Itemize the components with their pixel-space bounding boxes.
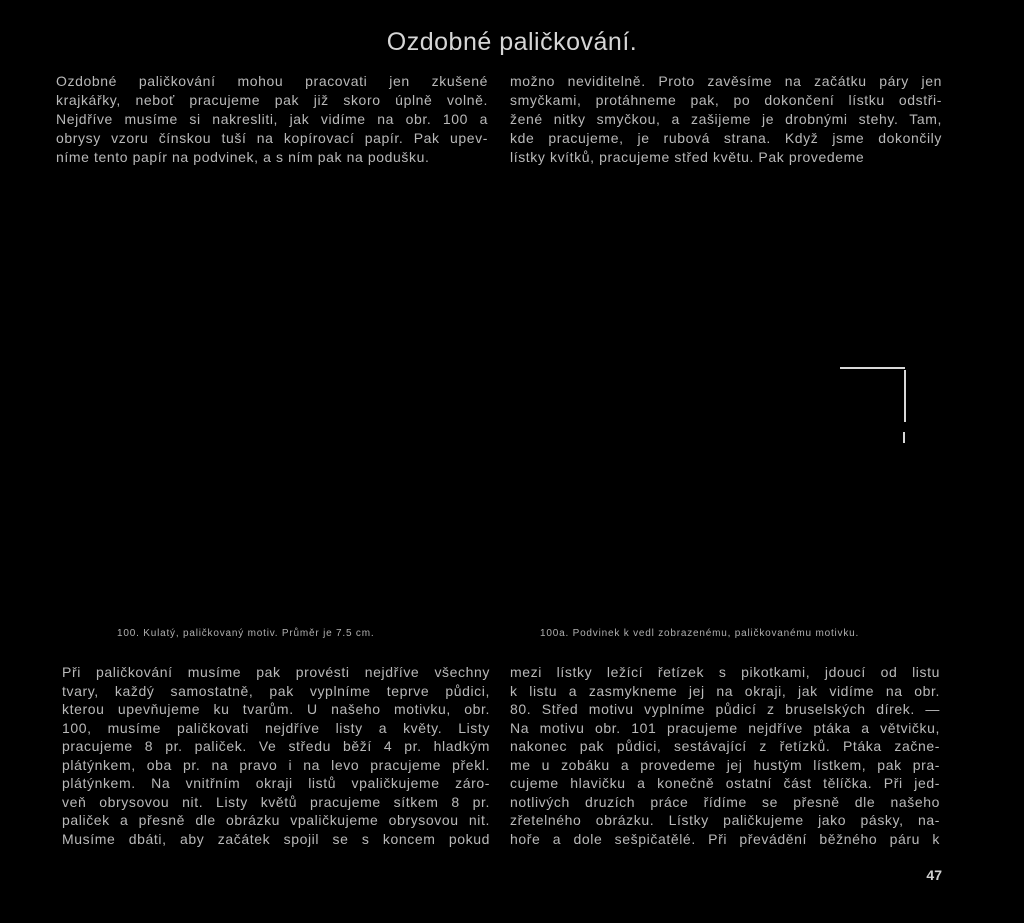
text-line: veň obrysovou nit. Listy květů pracujeme sítkem 8 pr. (62, 793, 490, 810)
text-line: cujeme hlavičku a konečně ostatní část tělíčka. Při jed- (510, 775, 940, 791)
text-line: kterou upevňujeme ku tvarům. U našeho motivku, obr. (62, 701, 490, 717)
text-line: Musíme dbáti, aby začátek spojil se s koncem pokud (62, 830, 490, 847)
text-line: me u zobáku a provedeme jej hustým lístkem, pak pra- (510, 756, 940, 773)
text-line: Při paličkování musíme pak provésti nejdříve všechny (62, 664, 490, 680)
text-column-bottom-right (510, 663, 940, 848)
text-line: k listu a zasmykneme jej na okraji, jak vidíme na obr. (510, 682, 940, 699)
text-line: žené nitky smyčkou, a zašijeme je drobnými stehy. Tam, (510, 111, 942, 127)
text-line: paliček a přesně dle obrázku vpaličkujeme obrysovou nit. (62, 812, 490, 828)
text-line: krajkářky, neboť pracujeme pak již skoro úplně volně. (56, 92, 488, 108)
figure-caption-right: 100a. Podvinek k vedl zobrazenému, paličkovanému motivku. (540, 628, 860, 639)
figure-caption-left: 100. Kulatý, paličkovaný motiv. Průměr je 7.5 cm. (117, 628, 375, 639)
text-line: plátýnkem, oba pr. na pravo i na levo pracujeme překl. (62, 756, 490, 773)
text-line: kde pracujeme, je rubová strana. Když jsme dokončily (510, 130, 942, 146)
figure-drawing (0, 190, 1024, 620)
text-line: notlivých druzích práce řídíme se přesně dle našeho (510, 793, 940, 810)
text-line: hoře a dole sešpičatělé. Při převádění běžného páru k (510, 830, 940, 847)
page-number: 47 (926, 867, 942, 883)
text-line: plátýnkem. Na vnitřním okraji listů vpaličkujeme záro- (62, 775, 490, 791)
text-line: smyčkami, protáhneme pak, po dokončení lístku odstři- (510, 92, 942, 108)
text-column-top-right (510, 72, 942, 167)
text-line: tvary, každý samostatně, pak vyplníme teprve půdici, (62, 682, 490, 699)
text-line: nakonec pak půdici, sestávající z řetízků. Ptáka začne- (510, 738, 940, 754)
text-line: lístky kvítků, pracujeme střed květu. Pak provedeme (510, 149, 865, 165)
text-line: obrysy vzoru čínskou tuší na kopírovací papír. Pak upev- (56, 130, 488, 146)
text-line: pracujeme 8 pr. paliček. Ve středu běží 4 pr. hladkým (62, 738, 490, 754)
text-line: 80. Střed motivu vyplníme půdicí z bruselských dírek. — (510, 701, 940, 717)
figure-area (0, 190, 1024, 620)
text-line: 100, musíme paličkovati nejdříve listy a květy. Listy (62, 719, 490, 736)
text-line: zřetelného obrázku. Lístky paličkujeme jako pásky, na- (510, 812, 940, 828)
text-line: možno neviditelně. Proto zavěsíme na začátku páry jen (510, 73, 942, 89)
page-title: Ozdobné paličkování. (386, 28, 638, 56)
text-column-top-left (56, 72, 488, 167)
text-column-bottom-left (62, 663, 490, 848)
text-line: níme tento papír na podvinek, a s ním pak na podušku. (56, 149, 430, 165)
text-line: Ozdobné paličkování mohou pracovati jen zkušené (56, 73, 488, 89)
text-line: Na motivu obr. 101 pracujeme nejdříve ptáka a větvičku, (510, 719, 940, 736)
text-line: Nejdříve musíme si nakresliti, jak vidíme na obr. 100 a (56, 111, 488, 127)
text-line: mezi lístky ležící řetízek s pikotkami, jdoucí od listu (510, 664, 940, 680)
